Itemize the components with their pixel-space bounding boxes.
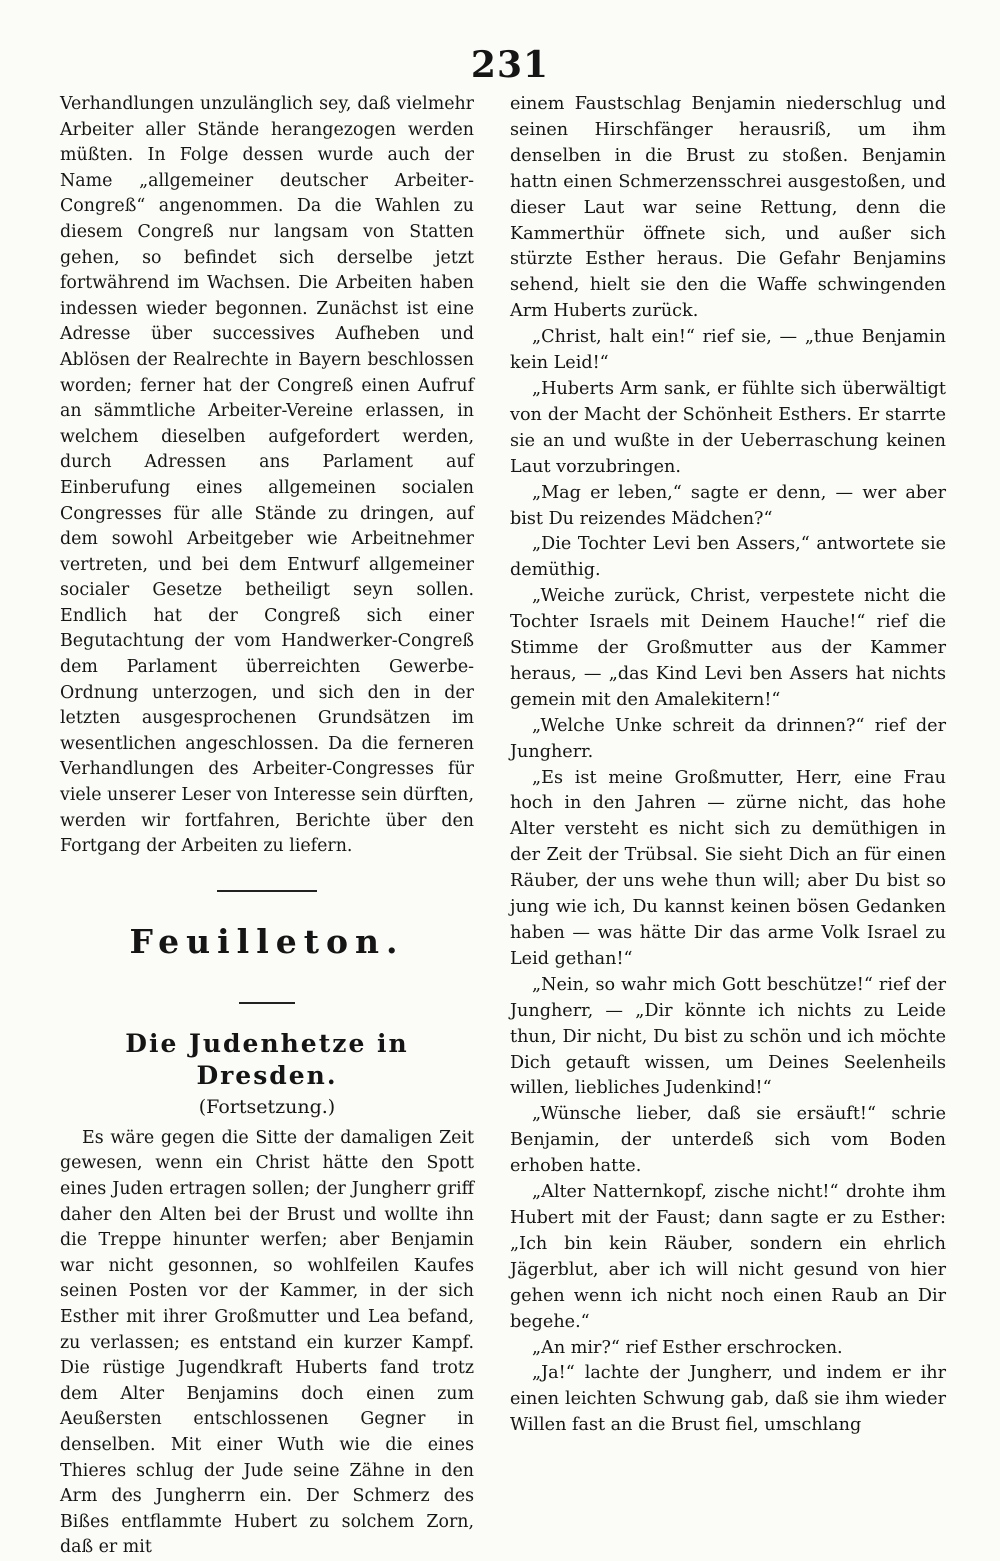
story-paragraph: „Alter Natternkopf, zische nicht!“ drohte ihm Hubert mit der Faust; dann sagte er zu Esther: „Ich bin kein Räuber, sondern ein ehrlich Jägerblut, aber ich will nicht gesund von hier gehen wenn ich nicht noch einen Raub an Dir begehe.“ bbox=[510, 1182, 946, 1332]
story-title: Die Judenhetze in Dresden. bbox=[125, 1028, 409, 1090]
story-paragraph: Es wäre gegen die Sitte der damaligen Zeit gewesen, wenn ein Christ hätte den Spott eines Juden ertragen sollen; der Jungherr griff daher den Alten bei der Brust und wollte ihn die Treppe hinunter werfen; aber Benjamin war nicht gesonnen, so wohlfeilen Kaufes seinen Posten vor der Kammer, in der sich Esther mit ihrer Großmutter und Lea befand, zu verlassen; es entstand ein kurzer Kampf. Die rüstige Jugendkraft Huberts fand trotz dem Alter Benjamins doch einen zum Aeußersten entschlossenen Gegner in denselben. Mit einer Wuth wie die eines Thieres schlug der Jude seine Zähne in den Arm des Jungherrn ein. Der Schmerz des Bißes entflammte Hubert zu solchem Zorn, daß er mit bbox=[60, 1127, 474, 1558]
story-paragraph: „Christ, halt ein!“ rief sie, — „thue Benjamin kein Leid!“ bbox=[510, 327, 946, 374]
story-paragraph: „Weiche zurück, Christ, verpestete nicht die Tochter Israels mit Deinem Hauche!“ rief die Stimme der Großmutter aus der Kammer heraus, — „das Kind Levi ben Assers hat nichts gemein mit den Amalekitern!“ bbox=[510, 586, 946, 710]
story-subtitle: (Fortsetzung.) bbox=[198, 1095, 336, 1118]
story-paragraph: „Die Tochter Levi ben Assers,“ antwortete sie demüthig. bbox=[510, 534, 946, 581]
story-paragraph: „Welche Unke schreit da drinnen?“ rief der Jungherr. bbox=[510, 715, 946, 762]
story-paragraph: „Es ist meine Großmutter, Herr, eine Frau hoch in den Jahren — zürne nicht, das hohe Alter versteht es nicht sich zu demüthigen in der Zeit der Trübsal. Sie sieht Dich an für einen Räuber, der uns wehe thun will; aber Du bist so jung wie ich, Du kannst keinen bösen Gedanken haben — was hätte Dir das arme Volk Israel zu Leid gethan!“ bbox=[510, 767, 946, 969]
article-continuation-text: Verhandlungen unzulänglich sey, daß vielmehr Arbeiter aller Stände herangezogen werden müßten. In Folge dessen wurde auch der Name „allgemeiner deutscher Arbeiter-Congreß“ angenommen. Da die Wahlen zu diesem Congreß nur langsam von Statten gehen, so befindet sich derselbe jetzt fortwährend im Wachsen. Die Arbeiten haben indessen wieder begonnen. Zunächst ist eine Adresse über successives Aufheben und Ablösen der Realrechte in Bayern beschlossen worden; ferner hat der Congreß einen Aufruf an sämmtliche Arbeiter-Vereine erlassen, in welchem dieselben aufgefordert werden, durch Adressen ans Parlament auf Einberufung eines allgemeinen socialen Congresses für alle Stände zu dringen, auf dem sowohl Arbeitgeber wie Arbeitnehmer vertreten, und bei dem Entwurf allgemeiner socialer Gesetze betheiligt seyn sollen. Endlich hat der Congreß sich einer Begutachtung der vom Handwerker-Congreß dem Parlament überreichten Gewerbe-Ordnung unterzogen, und sich den in der letzten ausgesprochenen Grundsätzen im wesentlichen angeschlossen. Da die ferneren Verhandlungen des Arbeiter-Congresses für viele unserer Leser von Interesse sein dürften, werden wir fortfahren, Berichte über den Fortgang der Arbeiten zu liefern. bbox=[60, 94, 474, 857]
story-paragraph: einem Faustschlag Benjamin niederschlug und seinen Hirschfänger herausriß, um ihm denselben in die Brust zu stoßen. Benjamin hattn einen Schmerzensschrei ausgestoßen, und dieser Laut war seine Rettung, denn die Kammerthür öffnete sich, und außer sich stürzte Esther heraus. Die Gefahr Benjamins sehend, hielt sie den die Waffe schwingenden Arm Huberts zurück. bbox=[510, 94, 946, 322]
article-separator-line bbox=[217, 890, 317, 892]
story-paragraph: „Nein, so wahr mich Gott beschütze!“ rief der Jungherr, — „Dir könnte ich nichts zu Leide thun, Dir nicht, Du bist zu schön und ich möchte Dich getauft wissen, um Deines Seelenheils willen, liebliches Judenkind!“ bbox=[510, 974, 946, 1099]
heading-separator-line bbox=[239, 1002, 295, 1004]
story-paragraph: „An mir?“ rief Esther erschrocken. bbox=[532, 1337, 843, 1358]
story-paragraph: „Mag er leben,“ sagte er denn, — wer aber bist Du reizendes Mädchen?“ bbox=[510, 482, 946, 529]
story-paragraph: „Huberts Arm sank, er fühlte sich überwältigt von der Macht der Schönheit Esthers. Er starrte sie an und wußte in der Ueberraschung keinen Laut vorzubringen. bbox=[510, 378, 946, 477]
page-number: 231 bbox=[470, 44, 550, 86]
left-column bbox=[60, 92, 474, 1561]
story-paragraph: „Wünsche lieber, daß sie ersäuft!“ schrie Benjamin, der unterdeß sich vom Boden erhoben hatte. bbox=[510, 1104, 946, 1177]
section-heading-feuilleton: Feuilleton. bbox=[129, 921, 405, 961]
right-column bbox=[510, 92, 946, 1439]
story-paragraph: „Ja!“ lachte der Jungherr, und indem er ihr einen leichten Schwung gab, daß sie ihm wieder Willen fast an die Brust fiel, umschlang bbox=[510, 1363, 946, 1436]
